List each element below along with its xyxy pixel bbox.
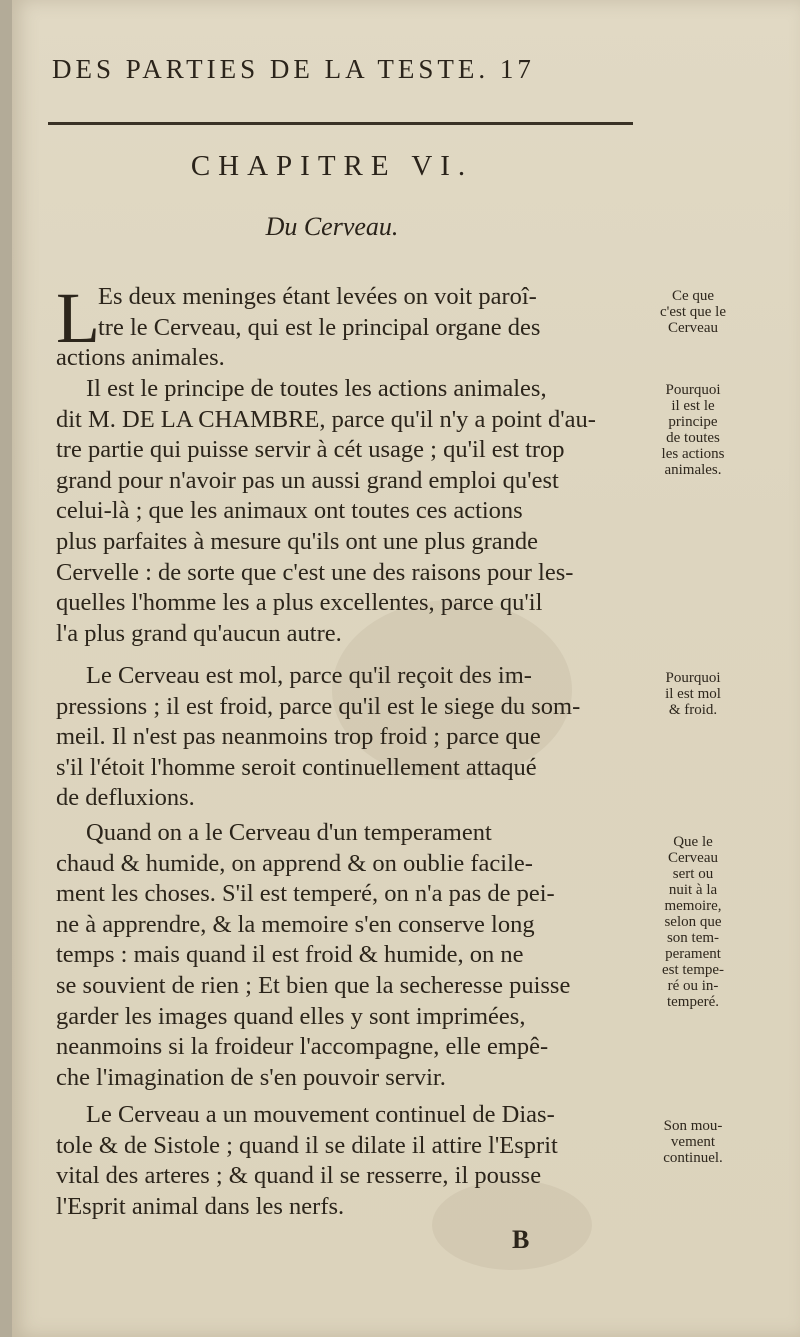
text-line: temps : mais quand il est froid & humide, on ne [56, 941, 524, 969]
text-line: pressions ; il est froid, parce qu'il est le siege du som- [56, 692, 581, 720]
margin-note-line: c'est que le [659, 304, 726, 320]
text-line: Il est le principe de toutes les actions animales, [86, 375, 547, 402]
margin-note [634, 288, 752, 336]
margin-note-line: animales. [664, 462, 722, 478]
text-line: s'il l'étoit l'homme seroit continuellement attaqué [56, 753, 537, 781]
margin-note-line: temperé. [666, 994, 720, 1010]
text-line: se souvient de rien ; Et bien que la secheresse puisse [56, 971, 571, 999]
text-line: Cervelle : de sorte que c'est une des raisons pour les- [56, 558, 574, 586]
text-line: Quand on a le Cerveau d'un temperament [86, 819, 492, 846]
margin-note-line: Cerveau [668, 320, 718, 336]
paragraph-4 [56, 818, 636, 1093]
margin-note-line: vement [670, 1134, 716, 1150]
margin-note [634, 382, 752, 478]
margin-note-line: son tem- [666, 930, 720, 946]
margin-note-line: principe [668, 414, 718, 430]
text-line: vital des arteres ; & quand il se resserre, il pousse [56, 1162, 542, 1190]
margin-note-line: Que le [673, 834, 713, 850]
text-line: actions animales. [56, 344, 225, 372]
header-rule [48, 122, 633, 125]
margin-note-line: il est le [671, 398, 715, 414]
drop-cap: L [56, 278, 100, 358]
paragraph-3 [56, 661, 636, 814]
signature-mark: B [512, 1225, 530, 1254]
text-line: quelles l'homme les a plus excellentes, parce qu'il [56, 589, 543, 617]
text-line: tole & de Sistole ; quand il se dilate il attire l'Esprit [56, 1131, 558, 1159]
text-line: grand pour n'avoir pas un aussi grand emploi qu'est [56, 466, 559, 494]
margin-note-line: & froid. [668, 702, 718, 718]
margin-note-line: ré ou in- [667, 978, 719, 994]
margin-note-line: Ce que [671, 288, 715, 304]
text-line: ne à apprendre, & la memoire s'en conserve long [56, 910, 535, 938]
text-line: l'a plus grand qu'aucun autre. [56, 619, 342, 647]
margin-note-line: Pourquoi [665, 382, 721, 398]
margin-note-line: memoire, [664, 898, 722, 914]
text-line: meil. Il n'est pas neanmoins trop froid ; parce que [56, 723, 541, 751]
paragraph-5 [56, 1100, 636, 1222]
margin-note-line: de toutes [666, 430, 720, 446]
text-line: garder les images quand elles y sont imprimées, [56, 1002, 526, 1030]
running-head: DES PARTIES DE LA TESTE. 17 [52, 54, 535, 84]
text-line: neanmoins si la froideur l'accompagne, elle empê- [56, 1033, 549, 1061]
margin-note-line: Cerveau [668, 850, 718, 866]
margin-note-line: Son mou- [663, 1118, 723, 1134]
text-line: plus parfaites à mesure qu'ils ont une plus grande [56, 527, 539, 555]
text-line: tre partie qui puisse servir à cét usage ; qu'il est trop [56, 436, 565, 464]
margin-note [634, 834, 752, 1010]
margin-note-line: les actions [661, 446, 725, 462]
paragraph-2 [56, 374, 636, 649]
chapter-subtitle: Du Cerveau. [265, 212, 399, 241]
text-line: de defluxions. [56, 784, 195, 812]
margin-note-line: continuel. [663, 1150, 723, 1166]
margin-note-line: Pourquoi [665, 670, 721, 686]
text-line: Le Cerveau a un mouvement continuel de Dias- [86, 1101, 555, 1128]
text-line: ment les choses. S'il est temperé, on n'a pas de pei- [56, 880, 555, 908]
text-line: l'Esprit animal dans les nerfs. [56, 1192, 345, 1220]
text-line: tre le Cerveau, qui est le principal organe des [98, 313, 541, 341]
text-line: Le Cerveau est mol, parce qu'il reçoit des im- [86, 662, 532, 689]
margin-note-line: nuit à la [668, 882, 718, 898]
margin-note [634, 1118, 752, 1166]
margin-note-line: sert ou [672, 866, 714, 882]
margin-note-line: est tempe- [661, 962, 725, 978]
text-line: Es deux meninges étant levées on voit paroî- [98, 283, 537, 310]
paragraph-1 [56, 278, 636, 374]
text-line: celui-là ; que les animaux ont toutes ces actions [56, 497, 523, 525]
chapter-title: CHAPITRE VI. [190, 150, 474, 182]
margin-note-line: perament [665, 946, 721, 962]
book-page [12, 0, 800, 1337]
text-line: chaud & humide, on apprend & on oublie facile- [56, 849, 533, 877]
margin-note-line: il est mol [665, 686, 721, 702]
text-line: che l'imagination de s'en pouvoir servir. [56, 1063, 446, 1091]
text-line: dit M. DE LA CHAMBRE, parce qu'il n'y a point d'au- [56, 405, 596, 433]
margin-note [634, 670, 752, 718]
margin-note-line: selon que [664, 914, 722, 930]
